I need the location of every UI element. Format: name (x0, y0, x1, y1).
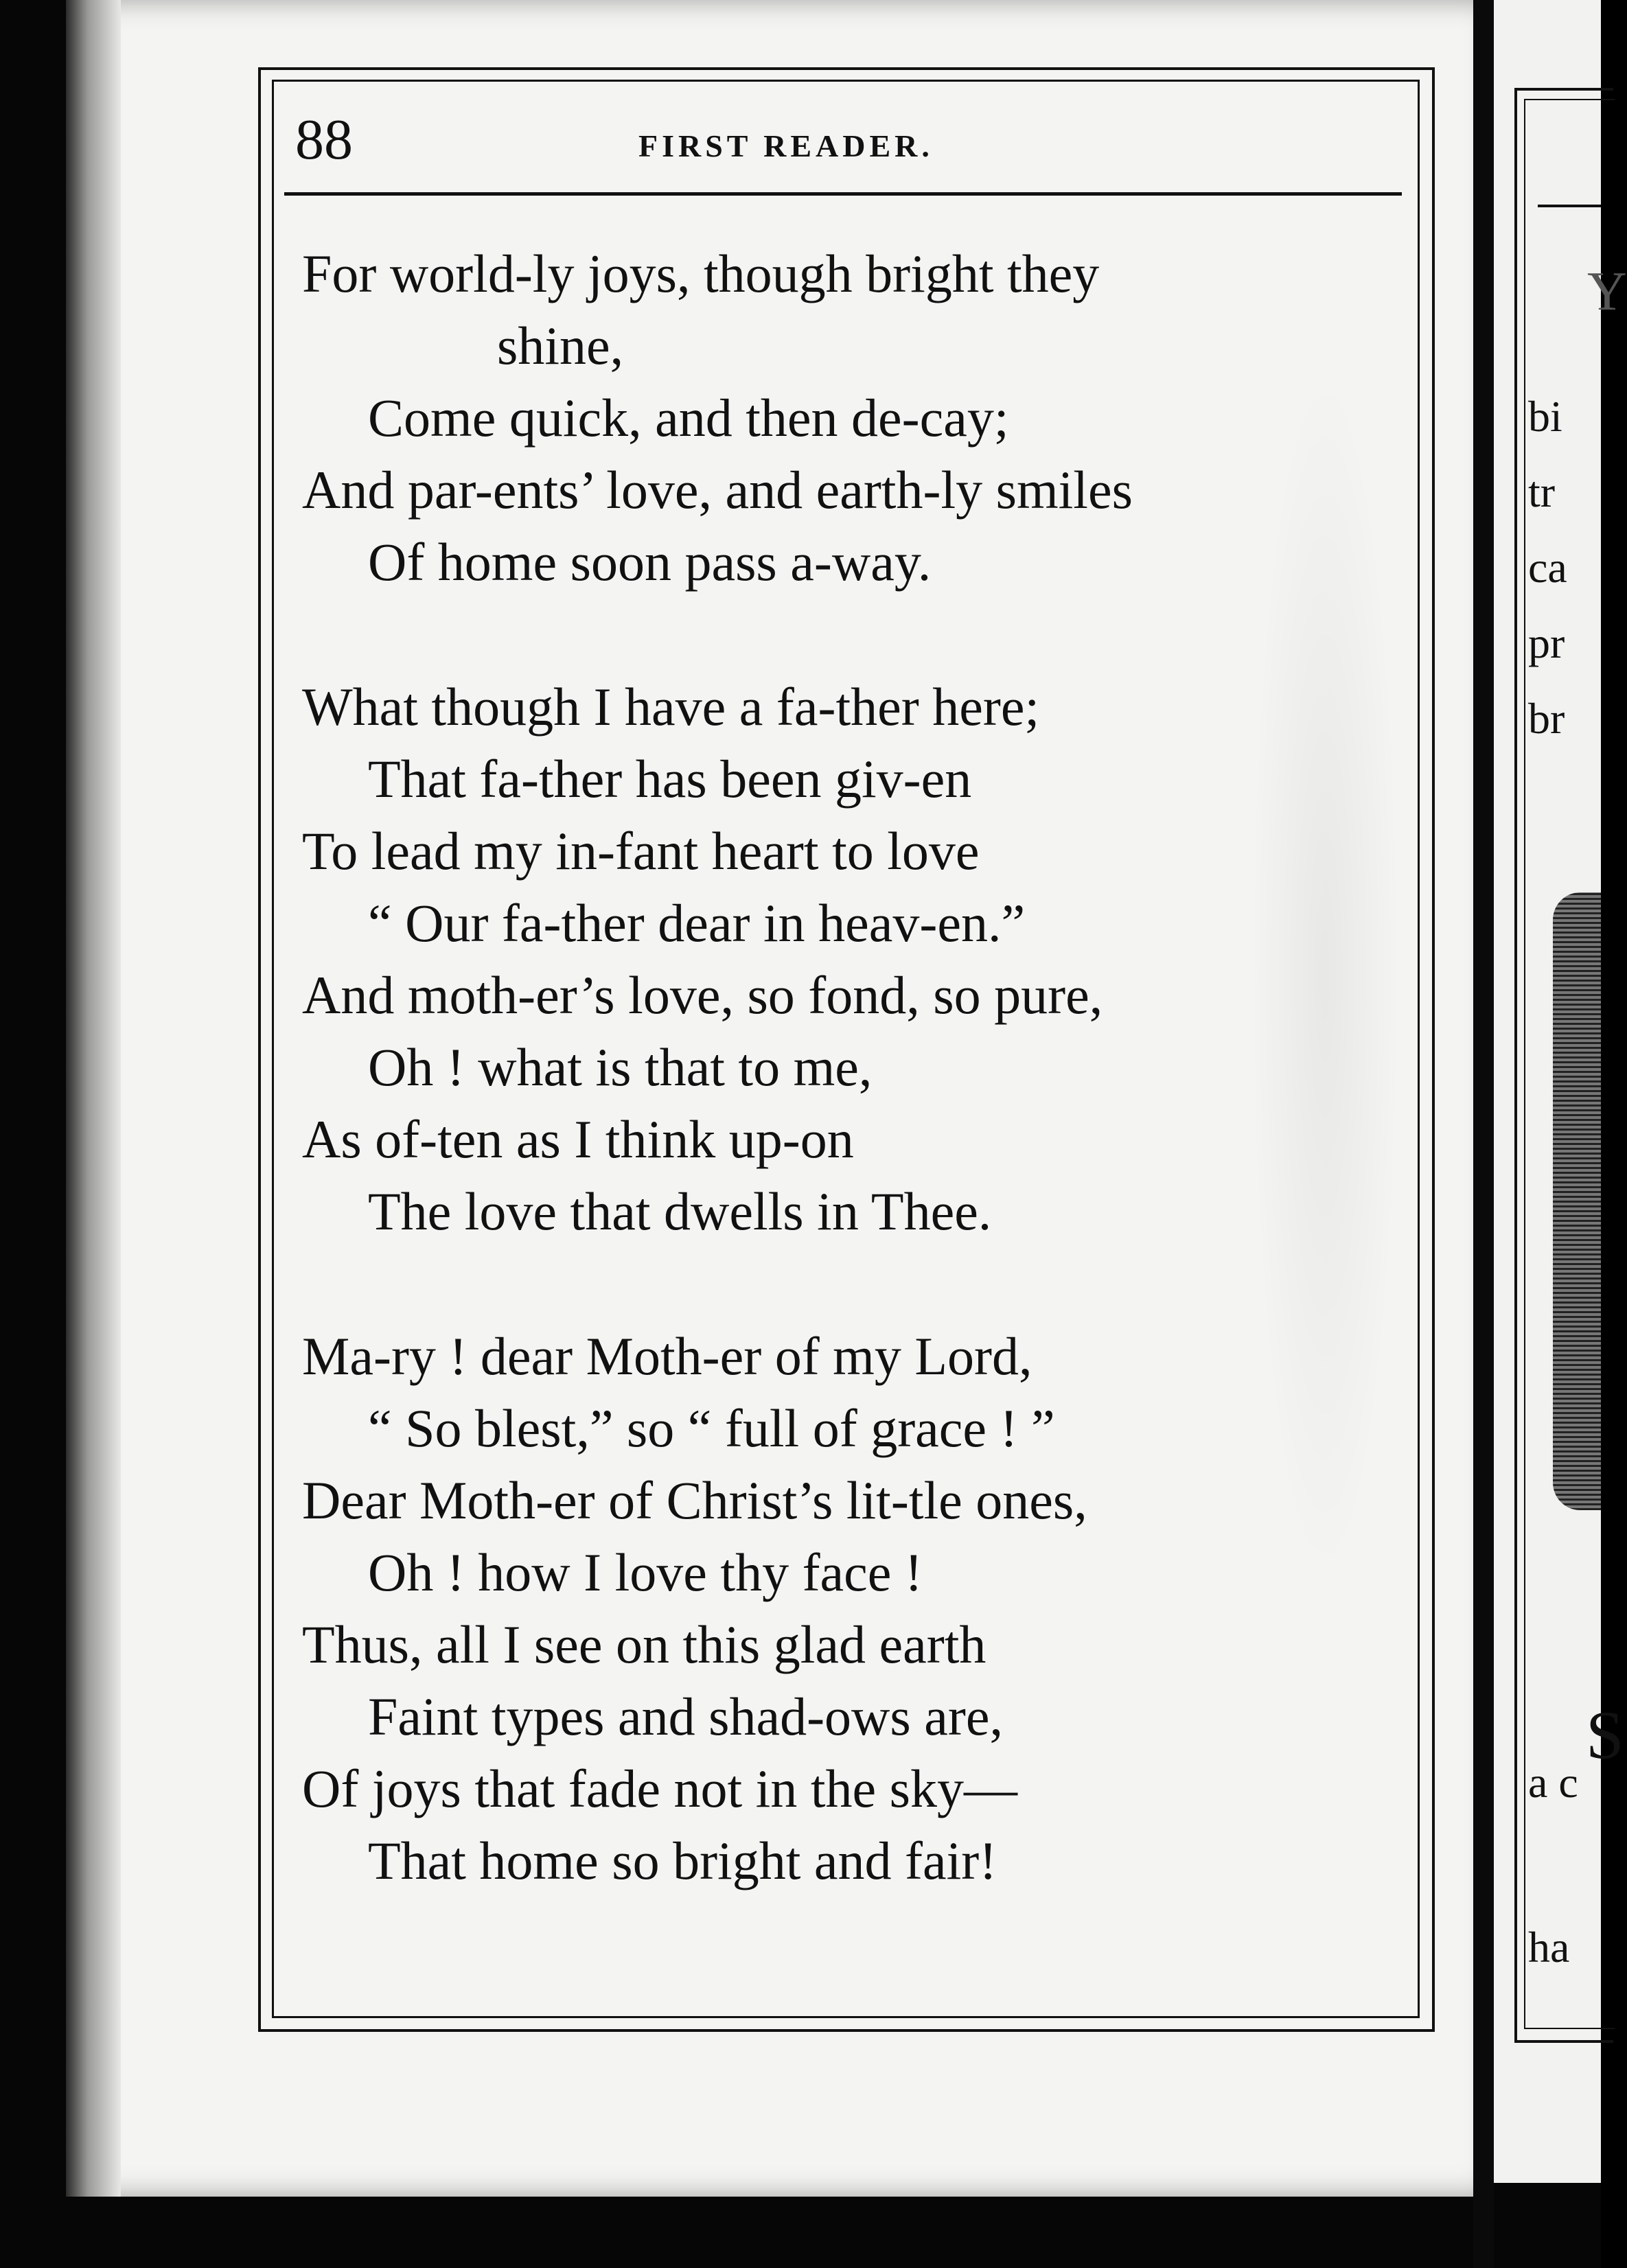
page-edge-shadow (66, 0, 121, 2197)
right-page-drop-letter: S (1586, 1697, 1624, 1773)
poem-line: Oh ! how I love thy face ! (368, 1542, 923, 1602)
poem-line: Faint types and shad-ows are, (368, 1687, 1003, 1746)
poem-line: Thus, all I see on this glad earth (302, 1615, 986, 1674)
poem-line: And par-ents’ love, and earth-ly smiles (302, 460, 1133, 520)
page-number: 88 (295, 108, 353, 172)
right-page-header-rule (1538, 205, 1601, 207)
right-page-engraving (1553, 892, 1601, 1510)
poem-line: To lead my in-fant heart to love (302, 821, 980, 881)
poem-line: Of joys that fade not in the sky— (302, 1759, 1017, 1818)
poem-line: And moth-er’s love, so fond, so pure, (302, 965, 1103, 1025)
header-rule (284, 192, 1402, 196)
poem-line: Oh ! what is that to me, (368, 1037, 873, 1097)
poem-line: Come quick, and then de-cay; (368, 388, 1009, 448)
facing-page-fragment: ha (1528, 1923, 1570, 1971)
facing-page-fragment: tr (1528, 467, 1556, 516)
running-head: FIRST READER. (638, 128, 934, 163)
facing-page-fragment: a c (1528, 1758, 1578, 1807)
poem-line: shine, (497, 316, 624, 375)
stanza-gap (302, 1247, 1400, 1320)
poem-line: That fa-ther has been giv-en (368, 749, 972, 809)
poem-line: For world-ly joys, though bright they (302, 244, 1100, 303)
poem-line: Dear Moth-er of Christ’s lit-tle ones, (302, 1470, 1087, 1530)
poem-line: Ma-ry ! dear Moth-er of my Lord, (302, 1326, 1032, 1386)
facing-page-fragment: br (1528, 694, 1565, 743)
poem-line: “ Our fa-ther dear in heav-en.” (368, 893, 1026, 953)
facing-page-fragment: bi (1528, 392, 1562, 441)
poem-line: What though I have a fa-ther here; (302, 677, 1040, 737)
poem-line: Of home soon pass a-way. (368, 532, 932, 592)
poem-line: “ So blest,” so “ full of grace ! ” (368, 1398, 1055, 1458)
poem-line: As of-ten as I think up-on (302, 1109, 854, 1169)
poem-line: That home so bright and fair! (368, 1831, 997, 1890)
poem (302, 238, 1400, 1897)
stanza-gap (302, 598, 1400, 671)
book-gutter (1473, 0, 1494, 2268)
right-page-partial-glyph: Y (1587, 262, 1627, 322)
poem-line: The love that dwells in Thee. (368, 1181, 992, 1241)
facing-page-fragment: ca (1528, 543, 1567, 592)
facing-page-fragment: pr (1528, 618, 1565, 667)
